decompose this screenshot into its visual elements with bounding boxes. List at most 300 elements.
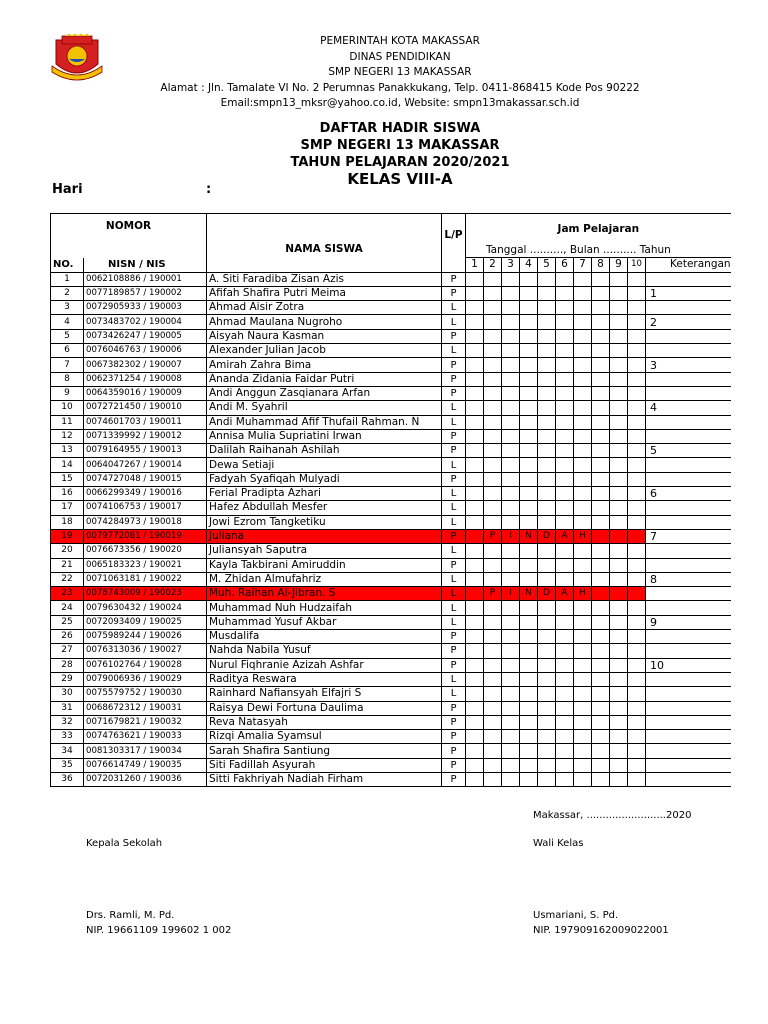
attendance-cell (484, 572, 502, 586)
row-nisn-nis: 0076313036 / 190027 (84, 644, 207, 658)
attendance-cell (574, 772, 592, 786)
attendance-cell (628, 487, 646, 501)
row-keterangan (646, 644, 731, 658)
attendance-cell (484, 630, 502, 644)
row-nisn-nis: 0075989244 / 190026 (84, 630, 207, 644)
row-student-name: Fadyah Syafiqah Mulyadi (207, 472, 442, 486)
attendance-cell (574, 344, 592, 358)
attendance-cell (574, 744, 592, 758)
attendance-cell (484, 558, 502, 572)
attendance-cell (592, 544, 610, 558)
attendance-cell (538, 672, 556, 686)
row-student-name: Juliana (207, 529, 442, 543)
attendance-cell (592, 658, 610, 672)
attendance-cell (538, 687, 556, 701)
letterhead-school: SMP NEGERI 13 MAKASSAR (328, 66, 472, 78)
attendance-cell (502, 715, 520, 729)
attendance-cell (538, 501, 556, 515)
attendance-cell (610, 286, 628, 300)
attendance-cell (628, 358, 646, 372)
row-gender: L (442, 587, 466, 601)
attendance-cell (466, 715, 484, 729)
row-number: 5 (51, 329, 84, 343)
letterhead (140, 34, 660, 112)
attendance-cell (610, 458, 628, 472)
attendance-cell (520, 372, 538, 386)
row-number: 28 (51, 658, 84, 672)
attendance-cell (502, 615, 520, 629)
row-gender: L (442, 415, 466, 429)
attendance-cell (520, 429, 538, 443)
row-number: 14 (51, 458, 84, 472)
row-student-name: Alexander Julian Jacob (207, 344, 442, 358)
row-nisn-nis: 0065183323 / 190021 (84, 558, 207, 572)
table-row (51, 687, 731, 701)
attendance-cell (592, 286, 610, 300)
attendance-cell (610, 744, 628, 758)
table-row (51, 487, 731, 501)
row-keterangan (646, 772, 731, 786)
attendance-cell (484, 429, 502, 443)
row-gender: L (442, 401, 466, 415)
attendance-cell (484, 730, 502, 744)
attendance-cell (538, 286, 556, 300)
row-student-name: Jowi Ezrom Tangketiku (207, 515, 442, 529)
attendance-cell (502, 315, 520, 329)
row-nisn-nis: 0062371254 / 190008 (84, 372, 207, 386)
table-row (51, 501, 731, 515)
attendance-cell (538, 772, 556, 786)
row-gender: P (442, 529, 466, 543)
row-number: 25 (51, 615, 84, 629)
attendance-cell (628, 572, 646, 586)
row-keterangan: 9 (646, 615, 731, 629)
row-gender: L (442, 458, 466, 472)
attendance-cell (502, 444, 520, 458)
attendance-cell (592, 558, 610, 572)
attendance-cell (502, 415, 520, 429)
attendance-cell (520, 329, 538, 343)
attendance-cell (466, 758, 484, 772)
table-row (51, 758, 731, 772)
header-day-1: 1 (466, 258, 484, 272)
attendance-cell (628, 429, 646, 443)
attendance-cell (520, 286, 538, 300)
row-keterangan: 10 (646, 658, 731, 672)
attendance-cell: N (520, 529, 538, 543)
table-row (51, 587, 731, 601)
attendance-cell (556, 329, 574, 343)
table-row (51, 315, 731, 329)
table-row (51, 715, 731, 729)
header-day-2: 2 (484, 258, 502, 272)
attendance-cell (502, 601, 520, 615)
attendance-cell (520, 358, 538, 372)
row-student-name: Siti Fadillah Asyurah (207, 758, 442, 772)
attendance-cell (556, 544, 574, 558)
attendance-cell (484, 758, 502, 772)
row-student-name: Juliansyah Saputra (207, 544, 442, 558)
row-nisn-nis: 0079630432 / 190024 (84, 601, 207, 615)
attendance-cell (556, 272, 574, 286)
attendance-cell (502, 630, 520, 644)
attendance-cell (538, 715, 556, 729)
attendance-cell (628, 615, 646, 629)
document-titles (200, 120, 600, 188)
row-number: 20 (51, 544, 84, 558)
row-student-name: Muhammad Yusuf Akbar (207, 615, 442, 629)
attendance-cell (520, 472, 538, 486)
table-row (51, 472, 731, 486)
row-keterangan (646, 758, 731, 772)
row-number: 11 (51, 415, 84, 429)
attendance-cell (502, 730, 520, 744)
attendance-cell (502, 687, 520, 701)
header-lp: L/P (442, 214, 466, 258)
row-nisn-nis: 0071063181 / 190022 (84, 572, 207, 586)
attendance-cell (538, 644, 556, 658)
row-gender: L (442, 544, 466, 558)
table-row (51, 401, 731, 415)
row-nisn-nis: 0078743009 / 190023 (84, 587, 207, 601)
attendance-cell (484, 501, 502, 515)
attendance-cell (592, 630, 610, 644)
row-number: 3 (51, 301, 84, 315)
row-student-name: Amirah Zahra Bima (207, 358, 442, 372)
row-student-name: Andi M. Syahril (207, 401, 442, 415)
attendance-cell (556, 301, 574, 315)
attendance-cell (610, 487, 628, 501)
row-nisn-nis: 0074763621 / 190033 (84, 730, 207, 744)
header-day-7: 7 (574, 258, 592, 272)
attendance-cell (574, 515, 592, 529)
attendance-cell (610, 444, 628, 458)
attendance-cell (574, 658, 592, 672)
attendance-cell (466, 744, 484, 758)
attendance-cell (538, 658, 556, 672)
attendance-cell (592, 572, 610, 586)
table-row (51, 458, 731, 472)
row-student-name: Hafez Abdullah Mesfer (207, 501, 442, 515)
row-number: 4 (51, 315, 84, 329)
attendance-cell (466, 272, 484, 286)
row-keterangan (646, 715, 731, 729)
table-row (51, 544, 731, 558)
attendance-cell (520, 515, 538, 529)
attendance-cell: H (574, 587, 592, 601)
attendance-cell: N (520, 587, 538, 601)
row-nisn-nis: 0073483702 / 190004 (84, 315, 207, 329)
row-keterangan (646, 344, 731, 358)
attendance-cell (574, 615, 592, 629)
row-keterangan (646, 744, 731, 758)
row-student-name: Aisyah Naura Kasman (207, 329, 442, 343)
row-student-name: Ananda Zidania Faidar Putri (207, 372, 442, 386)
attendance-cell (592, 758, 610, 772)
attendance-cell (520, 415, 538, 429)
row-student-name: M. Zhidan Almufahriz (207, 572, 442, 586)
row-student-name: Rainhard Nafiansyah Elfajri S (207, 687, 442, 701)
attendance-cell (628, 701, 646, 715)
table-row (51, 601, 731, 615)
attendance-cell (592, 772, 610, 786)
attendance-cell (466, 286, 484, 300)
row-number: 18 (51, 515, 84, 529)
attendance-cell (628, 630, 646, 644)
attendance-cell (466, 644, 484, 658)
attendance-cell (574, 601, 592, 615)
attendance-cell (610, 386, 628, 400)
table-row (51, 372, 731, 386)
row-gender: P (442, 272, 466, 286)
attendance-cell (520, 301, 538, 315)
row-student-name: Muhammad Nuh Hudzaifah (207, 601, 442, 615)
row-number: 36 (51, 772, 84, 786)
letterhead-government: PEMERINTAH KOTA MAKASSAR (320, 35, 480, 47)
attendance-cell (610, 515, 628, 529)
row-nisn-nis: 0079164955 / 190013 (84, 444, 207, 458)
attendance-cell (628, 472, 646, 486)
attendance-cell (574, 329, 592, 343)
attendance-cell (538, 358, 556, 372)
attendance-cell (502, 372, 520, 386)
header-day-6: 6 (556, 258, 574, 272)
attendance-cell (592, 344, 610, 358)
table-row (51, 358, 731, 372)
attendance-cell (538, 272, 556, 286)
row-number: 2 (51, 286, 84, 300)
row-gender: L (442, 487, 466, 501)
row-number: 16 (51, 487, 84, 501)
row-gender: P (442, 429, 466, 443)
row-student-name: Afifah Shafira Putri Meima (207, 286, 442, 300)
attendance-cell (592, 730, 610, 744)
attendance-cell (520, 401, 538, 415)
attendance-cell (628, 344, 646, 358)
attendance-cell (556, 458, 574, 472)
attendance-cell (538, 487, 556, 501)
row-number: 35 (51, 758, 84, 772)
attendance-cell (574, 315, 592, 329)
attendance-cell (610, 372, 628, 386)
attendance-cell (484, 672, 502, 686)
attendance-cell (466, 372, 484, 386)
attendance-cell (556, 515, 574, 529)
attendance-cell (610, 544, 628, 558)
attendance-cell (610, 358, 628, 372)
row-keterangan (646, 501, 731, 515)
attendance-cell: P (484, 587, 502, 601)
attendance-cell (520, 715, 538, 729)
attendance-cell (556, 658, 574, 672)
row-nisn-nis: 0077189857 / 190002 (84, 286, 207, 300)
attendance-cell (520, 386, 538, 400)
row-keterangan (646, 372, 731, 386)
row-student-name: Ahmad Maulana Nugroho (207, 315, 442, 329)
attendance-cell (466, 687, 484, 701)
attendance-cell (592, 401, 610, 415)
header-keterangan: Keterangan (646, 258, 731, 272)
attendance-cell (556, 687, 574, 701)
attendance-cell (484, 358, 502, 372)
attendance-cell (466, 658, 484, 672)
table-row (51, 672, 731, 686)
attendance-cell (556, 772, 574, 786)
row-nisn-nis: 0079772081 / 190019 (84, 529, 207, 543)
row-gender: L (442, 687, 466, 701)
attendance-cell (466, 344, 484, 358)
row-number: 33 (51, 730, 84, 744)
attendance-cell (466, 458, 484, 472)
attendance-cell (574, 487, 592, 501)
attendance-cell (538, 315, 556, 329)
attendance-cell (502, 286, 520, 300)
row-gender: P (442, 701, 466, 715)
attendance-cell (466, 630, 484, 644)
attendance-cell (592, 601, 610, 615)
row-gender: P (442, 558, 466, 572)
table-row (51, 558, 731, 572)
day-colon: : (206, 182, 212, 197)
row-number: 32 (51, 715, 84, 729)
attendance-cell (484, 487, 502, 501)
row-number: 10 (51, 401, 84, 415)
attendance-cell (538, 544, 556, 558)
row-keterangan (646, 472, 731, 486)
row-student-name: Raisya Dewi Fortuna Daulima (207, 701, 442, 715)
attendance-cell (628, 558, 646, 572)
attendance-cell (574, 372, 592, 386)
row-keterangan (646, 701, 731, 715)
row-keterangan (646, 672, 731, 686)
row-student-name: Andi Muhammad Afif Thufail Rahman. N (207, 415, 442, 429)
attendance-cell (466, 529, 484, 543)
row-nisn-nis: 0071339992 / 190012 (84, 429, 207, 443)
attendance-cell (556, 415, 574, 429)
row-keterangan: 1 (646, 286, 731, 300)
attendance-cell (610, 529, 628, 543)
attendance-cell (520, 730, 538, 744)
header-jam-pelajaran: Jam Pelajaran (466, 214, 731, 245)
attendance-cell (592, 358, 610, 372)
attendance-cell (556, 472, 574, 486)
row-student-name: Kayla Takbirani Amiruddin (207, 558, 442, 572)
attendance-cell (484, 544, 502, 558)
header-no: NO. (51, 258, 84, 272)
attendance-cell (556, 672, 574, 686)
attendance-cell (574, 758, 592, 772)
table-row (51, 344, 731, 358)
attendance-cell (538, 301, 556, 315)
table-row (51, 429, 731, 443)
attendance-cell (592, 272, 610, 286)
attendance-cell: A (556, 587, 574, 601)
row-nisn-nis: 0073426247 / 190005 (84, 329, 207, 343)
attendance-cell (628, 772, 646, 786)
attendance-cell (466, 487, 484, 501)
letterhead-address: Alamat : Jln. Tamalate VI No. 2 Perumnas Panakkukang, Telp. 0411-868415 Kode Pos 90222 (160, 81, 640, 94)
attendance-cell (466, 315, 484, 329)
attendance-cell: P (484, 529, 502, 543)
attendance-cell (574, 644, 592, 658)
attendance-cell (484, 658, 502, 672)
attendance-cell (592, 744, 610, 758)
header-tanggal: Tanggal .........., Bulan .......... Tahun (486, 244, 671, 257)
table-row (51, 615, 731, 629)
attendance-cell (610, 587, 628, 601)
row-number: 12 (51, 429, 84, 443)
row-nisn-nis: 0072721450 / 190010 (84, 401, 207, 415)
row-nisn-nis: 0064047267 / 190014 (84, 458, 207, 472)
document-title: DAFTAR HADIR SISWA (319, 121, 481, 136)
attendance-cell (520, 315, 538, 329)
row-student-name: Raditya Reswara (207, 672, 442, 686)
attendance-table (50, 213, 731, 787)
row-keterangan: 7 (646, 529, 731, 543)
attendance-cell (520, 344, 538, 358)
attendance-cell (574, 501, 592, 515)
row-keterangan (646, 630, 731, 644)
attendance-cell (574, 715, 592, 729)
attendance-cell (592, 329, 610, 343)
header-nomor: NOMOR (51, 214, 207, 245)
attendance-cell (520, 672, 538, 686)
table-row (51, 658, 731, 672)
row-number: 26 (51, 630, 84, 644)
attendance-cell (628, 458, 646, 472)
row-student-name: Nahda Nabila Yusuf (207, 644, 442, 658)
row-keterangan: 4 (646, 401, 731, 415)
attendance-cell (466, 386, 484, 400)
table-row (51, 515, 731, 529)
row-gender: L (442, 315, 466, 329)
row-gender: P (442, 758, 466, 772)
table-row (51, 415, 731, 429)
attendance-cell (502, 358, 520, 372)
attendance-cell (556, 286, 574, 300)
attendance-cell (610, 601, 628, 615)
attendance-cell (610, 644, 628, 658)
attendance-cell (574, 301, 592, 315)
attendance-cell (556, 715, 574, 729)
row-student-name: Rizqi Amalia Syamsul (207, 730, 442, 744)
row-gender: L (442, 601, 466, 615)
attendance-cell (556, 701, 574, 715)
principal-name: Drs. Ramli, M. Pd. (86, 910, 175, 921)
attendance-cell (628, 329, 646, 343)
attendance-cell (520, 701, 538, 715)
attendance-cell (592, 458, 610, 472)
attendance-cell (484, 372, 502, 386)
table-row (51, 730, 731, 744)
homeroom-teacher-nip: NIP. 197909162009022001 (533, 925, 669, 936)
attendance-cell (574, 444, 592, 458)
class-title: KELAS VIII-A (347, 170, 453, 188)
attendance-cell (610, 715, 628, 729)
attendance-cell (628, 401, 646, 415)
attendance-cell (610, 701, 628, 715)
attendance-cell (610, 730, 628, 744)
attendance-cell (628, 544, 646, 558)
attendance-cell (556, 487, 574, 501)
row-number: 30 (51, 687, 84, 701)
row-number: 19 (51, 529, 84, 543)
attendance-cell (466, 672, 484, 686)
row-number: 24 (51, 601, 84, 615)
attendance-cell (610, 272, 628, 286)
row-nisn-nis: 0074284973 / 190018 (84, 515, 207, 529)
row-nisn-nis: 0079006936 / 190029 (84, 672, 207, 686)
